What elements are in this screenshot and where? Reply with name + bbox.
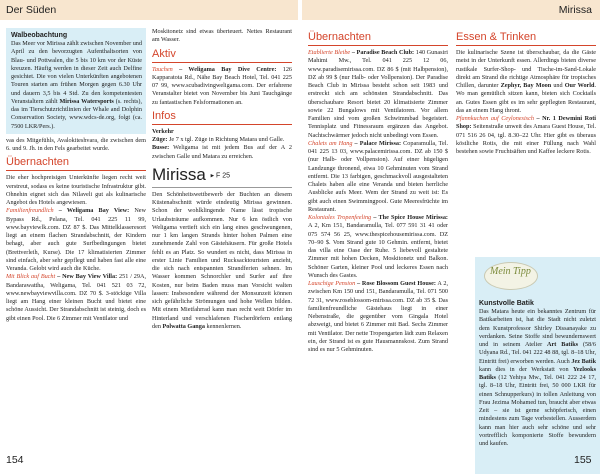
right-page-header: [302, 0, 600, 20]
listing: Koloniales Tropenfeeling – The Spice House Mirissa: A 2, Km 151, Bandaramulla, Tel. 077 591 31 41 oder 075 574 56 25, www.thespicehousemirissa.com. DZ 70–90 $. Vom Strand gute 10 Gehmin. entfernt, bietet das villa eine Oase der Ruhe. 5 liebevoll gestaltete Zimmer mit hohen Decken, Moskitonetz und Balkon. Schöner Garten, kleiner Pool und leckeres Essen nach Wunsch des Gastes.: [308, 214, 448, 279]
listing: Familienfreundlich – Weligama Bay View: New Bypass Rd., Pelana, Tel. 041 225 11 99, www.bayviewlk.com. DZ 87 $. Das Mittelklasseresort liegt an einem flachen Strandabschnitt, der Kindern behagt, aber auch gute Surfbedingungen bietet (Brettverleih, Kurse). Die 17 klimatisierten Zimmer sind einfach, aber sehr gepflegt und haben fast alle eine Veranda. Gelobt wird auch die Küche.: [6, 207, 146, 272]
column-3: [308, 28, 448, 452]
section-title: Mirissa: [558, 4, 592, 16]
whale-watching-box: [6, 28, 146, 134]
divider: [308, 45, 448, 46]
paragraph: vas des Mitgefühls, Avalokiteshvara, die zwischen dem 6. und 9. Jh. in den Fels gearbeitet wurde.: [6, 136, 146, 152]
divider: [456, 45, 596, 46]
box-text: Das Meer vor Mirissa zählt zwischen November und April zu den bevorzugten Aufenthaltsorten von Blau- und Pottwalen, die 5 bis 10 km vor der Küste kreuzen. Häufig werden in dieser Zeit auch Delfine gesichtet. Die von vielen Unterkünften angebotenen Touren starten am frühen Morgen gegen 6.30 Uhr und dauern 3,5 bis 4 Std. Zu den kompetentesten Veranstaltern zählt Mirissa Watersports (s. rechts), das im Tierschutzrichtlinien der Whale and Dolphin Conservation Society, www.wdcs-de.org, folgt (ca. 7500 LKR/Pers.).: [11, 40, 142, 130]
place-heading: Mirissa ▸ F 25: [152, 164, 231, 184]
mein-tipp-label: Mein Tipp: [490, 266, 531, 277]
tip-text: Das Matara heute ein bekanntes Zentrum für Batikarbeiten ist, hat die Stadt nicht zuletzt dem Kunstprofessor Shirley Dissanayake zu verdanken. Seine Stoffe sind bewundernswert und in seinem Atelier Art Batiks (58/6 Udyana Rd., Tel. 041 222 48 88, tgl. 8–18 Uhr, Eintritt frei) erworben werden. Auch Jez Batik kann dies in der Werkstatt von Yezlooks Batiks (12 Yehiya Mw., Tel. 041 222 24 17, tgl. 8–18 Uhr, Eintritt frei, 50 000 LKR für einen Schnupperkurs) in tollen Anleitung von Frau Jezima Mohamed tun, braucht aber etwas Zeit – sie ist gerne schöpferisch, einen mindestens zum Tage vorbestellen. Ausserdem kann man hier auch sehr schöne und sehr vortrefflich komponierte Stoffe bewundern und kaufen.: [479, 308, 596, 447]
column-4: [456, 28, 596, 254]
paragraph: Die kulinarische Szene ist überschaubar, da die Gäste meist in der Unterkunft essen. Allerdings bieten diverse rustikale Surfer-Shop- und Tische-im-Sand-Lokale direkt am Strand die richtige Atmosphäre für tropisches Chillen, darunter Zephyr, Bay Moon und Our World. Wo man gemütlich sitzen kann, bieten sich Cocktails an. Gutes Essen gibt es im sehr gepflegten Restaurant, das an einem Hang thront.: [456, 49, 596, 114]
listing: Züge: Je 7 x tgl. Züge in Richtung Matara und Galle.: [152, 136, 285, 143]
chapter-title: Der Süden: [6, 4, 57, 16]
section-heading: Infos: [152, 109, 176, 122]
section-heading: Essen & Trinken: [456, 31, 537, 43]
section-heading: Aktiv: [152, 47, 176, 60]
column-1: [6, 28, 146, 452]
subheading: Verkehr: [152, 127, 174, 135]
section-heading: Übernachten: [6, 156, 69, 169]
page-number-right: 155: [574, 454, 592, 466]
listing: Etablierte Bleibe – Paradise Beach Club: 140 Gunasiri Mahimi Mw., Tel. 041 225 12 06, www.paradisemirissa.com. DZ 86 $ (mit Halbpension), DZ ab 99 $ (nur Halb- oder Vollpension). Der Paradise Beach Club in Mirissa besteht schon seit 1983 und erstreckt sich am schönsten Strandabschnitt. Das überschaubare Resort bietet 20 klimatisierte Zimmer sowie 22 Bungalows mit Ventilatoren. Vor allem Familien sind vom großen Schwimmbad begeistert. Tennisplatz und Fitnessraum ergänzen das Angebot. Nachtschwärmer jedoch nicht unbedingt vom Essen.: [308, 49, 448, 139]
page-number-left: 154: [6, 454, 24, 466]
divider: [6, 170, 146, 171]
divider: [152, 187, 292, 188]
tip-title: Kunstvolle Batik: [479, 300, 534, 307]
divider: [152, 124, 292, 125]
section-heading: Übernachten: [308, 31, 371, 43]
column-2: [152, 28, 292, 452]
listing: Mit Blick auf Bucht – New Bay View Villa: 251 / 29A, Bandarawattha, Weligama, Tel. 041 521 03 72, www.newbayviewvilla.com. DZ 70 $. 3-stöckige Villa liegt am Hang einer kleinen Bucht und bietet eine schöne Aussicht. Der Strandabschnitt ist steinig, doch es gibt einen Pool. Die 6 Zimmer mit Ventilator und: [6, 273, 146, 322]
paragraph: Moskitonetz sind etwas überteuert. Nettes Restaurant am Wasser.: [152, 28, 292, 44]
paragraph: Die eher hochpreisigen Unterkünfte liegen recht weit verstreut, sodass es keine touristische Infrastruktur gibt. Ohnehin eignet sich das Nilaveli gut als kulinarische Angebot des Hotels angewiesen.: [6, 174, 146, 206]
divider: [152, 62, 292, 63]
listing: Tauchen – Weligama Bay Dive Centre: 126 Kapparatota Rd., Nähe Bay Beach Hotel, Tel. 041 225 07 99, www.scubadivingweligama.com. Der erfahrene Veranstalter bietet von November bis Juni Tauchgänge zu fantastischen Felsformationen an.: [152, 65, 292, 106]
box-title: Walbeobachtung: [11, 32, 68, 39]
listing: Lauschige Pension – Rose Blossom Guest House: A 2, zwischen Km 150 und 151, Bandaramulla, Tel. 071 500 72 31, www.roseblossom-mirissa.com. DZ ab 35 $. Das familienfreundliche Gästehaus liegt in einer Nebenstraße, die gegenüber vom Gingala Hotel abzweigt, und bietet 6 Zimmer mit Bad. Sechs Zimmer mit Ventilator. Der nette Tropengarten lädt zum Relaxen ein, der Strand ist es gute Hausmannskost. Zum Strand sind es nur 5 Gehminuten.: [308, 280, 448, 353]
tip-content: [479, 299, 596, 469]
listing: Pfannkuchen auf Ceylonesisch – Nr. 1 Dewmini Roti Shop: Seitenstraße unweit des Amara Guest House, Tel. 071 516 26 04, tgl. 8.30–22 Uhr. Hier gibt es überaus köstliche Rotis, die mit einer Füllung nach Wahl bestehen sowie Fruchtsäften und Kaffee leckere Rotis.: [456, 115, 596, 155]
listing: Chalets am Hang – Palace Mirissa: Coparamulla, Tel. 041 225 13 03, www.palacemirissa.com. DZ ab 150 $ (nur Halb- oder Vollpension). Auf einer hügeligen Landzunge thronend, etwa 10 Gehminuten vom Strand entfernt. Die 13 farbigen, geschmackvoll ausgestalteten Chalets haben alle eine Veranda und bieten herrliche Ausblicke aufs Meer. Wem der Strand zu weit ist: Es gibt auch einen Swimmingpool. Gute Meeresfrüchte im Restaurant.: [308, 139, 448, 213]
paragraph: Den Schönheitswettbewerb der Buchten an diesem Küstenabschnitt würde eindeutig Mirissa gewinnen. Schon der wohlklingende Name lässt tropische Urlaubsträume aufkommen. Nur 6 km östlich von Weligama vertieft sich ein lang eines geschwungenen, nur 1 km langen Strands hinter hohen Palmen eine zunehmende Zahl von Gästehäusern. Für große Hotels fehlt es an Platz. So wundert es nicht, dass Mirissa in erster Linie Familien und Rucksacktouristen anzieht, die sich nach entspannten Strandferien sehnen. Im Wasser kommen Schnorchler und Surfer auf ihre Kosten, nur beim Baden muss man Vorsicht walten lassen: Insbesondere während der Monsunzeit können sich gefährliche Strömungen und hohe Wellen bilden. Mit einem Mietfahrrad kann man recht weit Dörfer im Hinterland und verschlafenen Fischerdörfern entlang den Polwatta Ganga kennenlernen.: [152, 190, 292, 330]
listing: Busse: Weligama ist mit jedem Bus auf der A 2 zwischen Galle und Matara zu erreichen.: [152, 144, 292, 160]
